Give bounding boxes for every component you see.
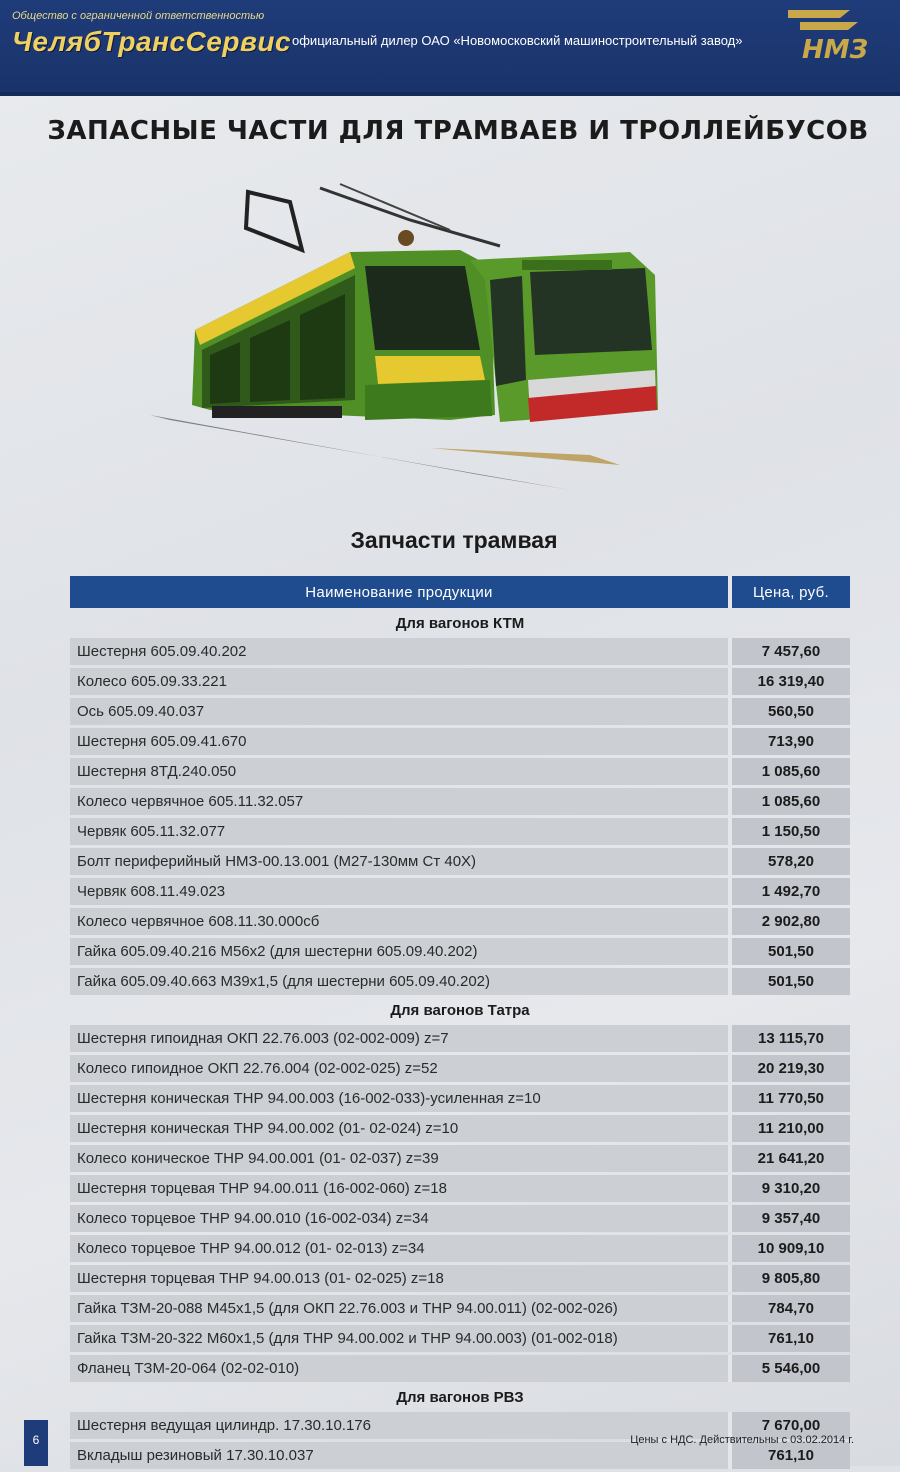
table-row (70, 758, 850, 785)
page-title: ЗАПАСНЫЕ ЧАСТИ ДЛЯ ТРАМВАЕВ И ТРОЛЛЕЙБУСОВ (47, 116, 869, 146)
product-name: Шестерня ведущая цилиндр. 17.30.10.176 (70, 1412, 732, 1439)
product-name: Фланец ТЗМ-20-064 (02-02-010) (70, 1355, 732, 1382)
table-row (70, 878, 850, 905)
product-price: 1 085,60 (732, 788, 850, 815)
table-row (70, 638, 850, 665)
section-title: Для вагонов КТМ (395, 614, 525, 632)
table-row (70, 1115, 850, 1142)
product-price: 1 150,50 (732, 818, 850, 845)
product-name: Шестерня торцевая ТНР 94.00.013 (01- 02-025) z=18 (70, 1265, 732, 1292)
company-brand: ЧелябТрансСервис (12, 26, 292, 57)
product-name: Колесо коническое ТНР 94.00.001 (01- 02-037) z=39 (70, 1145, 732, 1172)
product-name: Вкладыш резиновый 17.30.10.037 (70, 1442, 732, 1469)
company-tagline: Общество с ограниченной ответственностью (12, 10, 265, 22)
page-number: 6 (24, 1420, 48, 1466)
product-price: 713,90 (732, 728, 850, 755)
product-name: Шестерня коническая ТНР 94.00.002 (01- 02-024) z=10 (70, 1115, 732, 1142)
product-price: 9 805,80 (732, 1265, 850, 1292)
product-name: Червяк 605.11.32.077 (70, 818, 732, 845)
product-name: Колесо 605.09.33.221 (70, 668, 732, 695)
section-title: Для вагонов Татра (390, 1001, 530, 1019)
logo-text: НМЗ (802, 35, 869, 64)
product-price: 10 909,10 (732, 1235, 850, 1262)
product-name: Шестерня 8ТД.240.050 (70, 758, 732, 785)
table-row (70, 1325, 850, 1352)
product-name: Колесо гипоидное ОКП 22.76.004 (02-002-025) z=52 (70, 1055, 732, 1082)
product-price: 5 546,00 (732, 1355, 850, 1382)
table-row (70, 1442, 850, 1469)
product-name: Колесо торцевое ТНР 94.00.010 (16-002-034) z=34 (70, 1205, 732, 1232)
product-name: Гайка ТЗМ-20-088 М45х1,5 (для ОКП 22.76.003 и ТНР 94.00.011) (02-002-026) (70, 1295, 732, 1322)
parts-price-table (70, 573, 850, 1472)
table-row (70, 968, 850, 995)
product-name: Болт периферийный НМЗ-00.13.001 (М27-130мм Ст 40Х) (70, 848, 732, 875)
section-row (70, 611, 850, 635)
product-name: Червяк 608.11.49.023 (70, 878, 732, 905)
table-row (70, 1265, 850, 1292)
table-row (70, 1025, 850, 1052)
table-row (70, 1205, 850, 1232)
table-row (70, 938, 850, 965)
product-price: 21 641,20 (732, 1145, 850, 1172)
product-price: 784,70 (732, 1295, 850, 1322)
table-row (70, 1175, 850, 1202)
product-name: Колесо червячное 608.11.30.000сб (70, 908, 732, 935)
product-price: 16 319,40 (732, 668, 850, 695)
table-row (70, 728, 850, 755)
product-price: 501,50 (732, 968, 850, 995)
table-row (70, 848, 850, 875)
product-name: Шестерня 605.09.41.670 (70, 728, 732, 755)
product-price: 501,50 (732, 938, 850, 965)
tram-icon (192, 250, 495, 420)
table-row (70, 1355, 850, 1382)
product-price: 7 457,60 (732, 638, 850, 665)
table-row (70, 1055, 850, 1082)
product-price: 11 770,50 (732, 1085, 850, 1112)
product-name: Шестерня торцевая ТНР 94.00.011 (16-002-060) z=18 (70, 1175, 732, 1202)
section-title: Для вагонов РВЗ (396, 1388, 524, 1406)
section-row (70, 998, 850, 1022)
product-price: 560,50 (732, 698, 850, 725)
dealer-text: официальный дилер ОАО «Новомосковский машиностроительный завод» (292, 33, 743, 48)
product-name: Колесо червячное 605.11.32.057 (70, 788, 732, 815)
product-price: 7 670,00 (732, 1412, 850, 1439)
product-name: Шестерня коническая ТНР 94.00.003 (16-002-033)-усиленная z=10 (70, 1085, 732, 1112)
product-name: Гайка ТЗМ-20-322 М60х1,5 (для ТНР 94.00.002 и ТНР 94.00.003) (01-002-018) (70, 1325, 732, 1352)
table-row (70, 1085, 850, 1112)
product-price: 1 492,70 (732, 878, 850, 905)
tram-trolleybus-illustration (150, 180, 680, 500)
product-name: Шестерня гипоидная ОКП 22.76.003 (02-002-009) z=7 (70, 1025, 732, 1052)
product-price: 11 210,00 (732, 1115, 850, 1142)
table-row (70, 788, 850, 815)
product-name: Ось 605.09.40.037 (70, 698, 732, 725)
product-price: 578,20 (732, 848, 850, 875)
product-price: 9 357,40 (732, 1205, 850, 1232)
product-price: 761,10 (732, 1442, 850, 1469)
product-name: Гайка 605.09.40.216 М56х2 (для шестерни 605.09.40.202) (70, 938, 732, 965)
table-row (70, 1295, 850, 1322)
section-row (70, 1385, 850, 1409)
product-price: 20 219,30 (732, 1055, 850, 1082)
table-row (70, 1145, 850, 1172)
validity-note: Цены с НДС. Действительны с 03.02.2014 г. (630, 1434, 854, 1446)
table-row (70, 668, 850, 695)
section-subtitle: Запчасти трамвая (350, 527, 558, 553)
trolleybus-icon (470, 252, 658, 422)
table-row (70, 1235, 850, 1262)
product-price: 2 902,80 (732, 908, 850, 935)
table-row (70, 908, 850, 935)
header-bar (0, 0, 900, 96)
product-name: Гайка 605.09.40.663 М39х1,5 (для шестерни 605.09.40.202) (70, 968, 732, 995)
product-price: 761,10 (732, 1325, 850, 1352)
table-row (70, 698, 850, 725)
pantograph-icon (246, 184, 500, 250)
product-price: 13 115,70 (732, 1025, 850, 1052)
product-price: 1 085,60 (732, 758, 850, 785)
nmz-logo-icon (780, 4, 898, 64)
table-row (70, 818, 850, 845)
table-header-row (70, 576, 850, 608)
product-name: Колесо торцевое ТНР 94.00.012 (01- 02-013) z=34 (70, 1235, 732, 1262)
product-name: Шестерня 605.09.40.202 (70, 638, 732, 665)
column-header-name: Наименование продукции (70, 576, 732, 608)
product-price: 9 310,20 (732, 1175, 850, 1202)
column-header-price: Цена, руб. (732, 576, 850, 608)
